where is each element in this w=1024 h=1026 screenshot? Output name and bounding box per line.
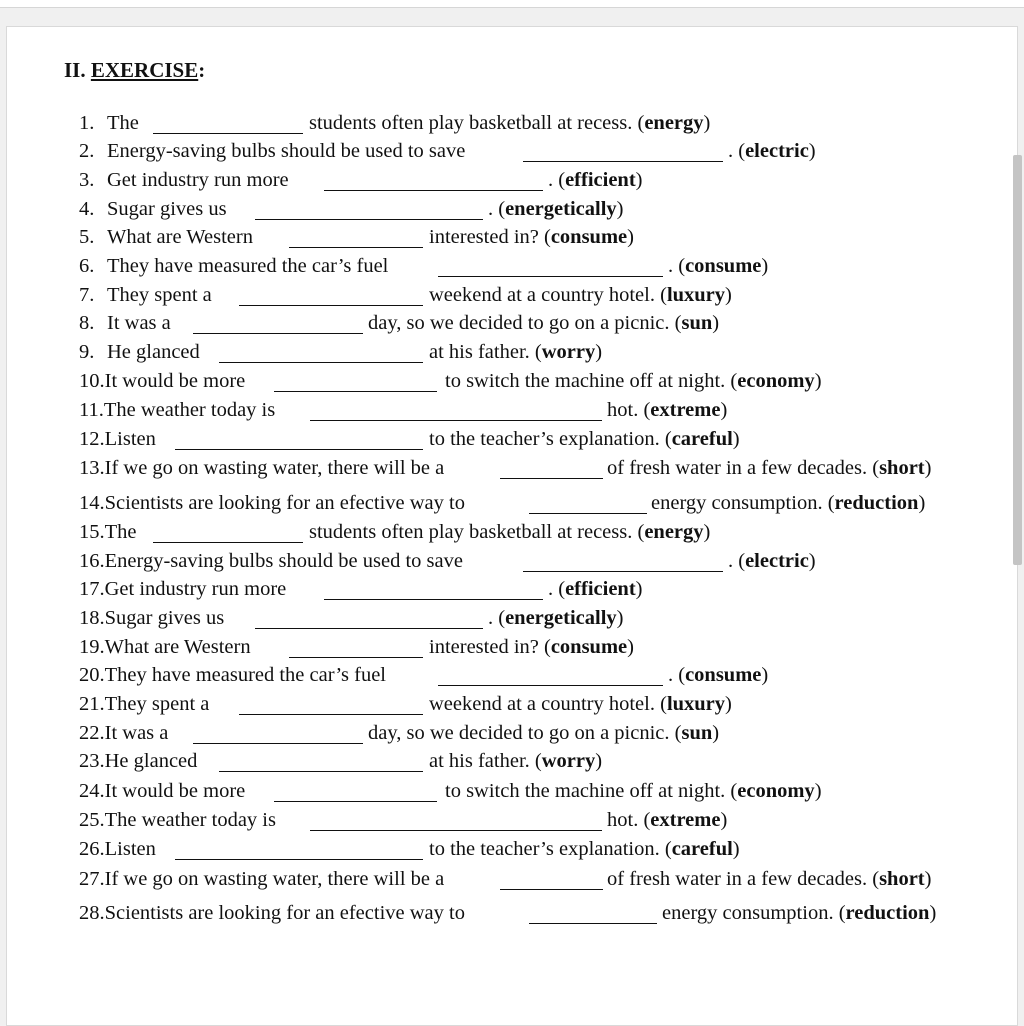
- item-tail-text: [662, 901, 936, 925]
- item-tail-text: [429, 749, 602, 773]
- answer-blank[interactable]: [289, 657, 423, 658]
- item-number: 4.: [79, 198, 95, 220]
- item-continuation: interested in? (: [429, 226, 551, 248]
- item-continuation: day, so we decided to go on a picnic. (: [368, 722, 682, 744]
- root-word: energetically: [505, 198, 617, 220]
- closing-paren: ): [808, 550, 816, 572]
- answer-blank[interactable]: [438, 685, 663, 686]
- item-continuation: of fresh water in a few decades. (: [607, 868, 880, 890]
- item-tail-text: [429, 225, 634, 249]
- item-lead-text: [79, 311, 171, 335]
- item-tail-text: [651, 491, 925, 515]
- closing-paren: ): [627, 636, 634, 658]
- item-lead-text: [79, 111, 139, 135]
- item-lead-text: [79, 721, 168, 745]
- closing-paren: ): [929, 902, 937, 924]
- item-prompt: If we go on wasting water, there will be a: [104, 457, 445, 479]
- closing-paren: ): [635, 578, 643, 600]
- item-tail-text: [668, 254, 768, 278]
- item-tail-text: [548, 577, 642, 601]
- root-word: energy: [644, 112, 704, 134]
- root-word: luxury: [666, 284, 726, 306]
- answer-blank[interactable]: [255, 628, 483, 629]
- item-prompt: They have measured the car’s fuel: [104, 664, 386, 686]
- document-page: [6, 26, 1018, 1026]
- answer-blank[interactable]: [219, 362, 423, 363]
- item-prompt: Listen: [104, 838, 156, 860]
- root-word: consume: [550, 636, 628, 658]
- answer-blank[interactable]: [310, 420, 602, 421]
- answer-blank[interactable]: [175, 449, 423, 450]
- item-prompt: Sugar gives us: [104, 607, 225, 629]
- item-number: 1.: [79, 112, 95, 134]
- item-number: 2.: [79, 140, 95, 162]
- item-continuation: . (: [668, 255, 686, 277]
- item-number: 7.: [79, 284, 95, 306]
- item-continuation: energy consumption. (: [662, 902, 846, 924]
- closing-paren: ): [616, 198, 624, 220]
- item-number: 5.: [79, 226, 95, 248]
- root-word: economy: [737, 780, 815, 802]
- item-lead-text: [79, 837, 156, 861]
- item-number: 20.: [79, 664, 105, 686]
- item-number: 23.: [79, 750, 105, 772]
- closing-paren: ): [627, 226, 634, 248]
- item-tail-text: [607, 808, 727, 832]
- item-number: 6.: [79, 255, 95, 277]
- item-continuation: to switch the machine off at night. (: [445, 370, 738, 392]
- item-lead-text: [79, 549, 463, 573]
- answer-blank[interactable]: [274, 801, 437, 802]
- root-word: electric: [745, 550, 809, 572]
- item-lead-text: [79, 340, 200, 364]
- item-number: 21.: [79, 693, 105, 715]
- answer-blank[interactable]: [289, 247, 423, 248]
- item-continuation: . (: [548, 169, 566, 191]
- item-lead-text: [79, 491, 465, 515]
- root-word: careful: [671, 838, 733, 860]
- answer-blank[interactable]: [523, 571, 723, 572]
- root-word: worry: [541, 341, 596, 363]
- closing-paren: ): [712, 312, 720, 334]
- root-word: electric: [745, 140, 809, 162]
- item-number: 14.: [79, 492, 105, 514]
- closing-paren: ): [712, 722, 720, 744]
- closing-paren: ): [703, 521, 711, 543]
- item-number: 16.: [79, 550, 105, 572]
- item-prompt: If we go on wasting water, there will be a: [104, 868, 445, 890]
- item-tail-text: [429, 427, 740, 451]
- item-number: 25.: [79, 809, 105, 831]
- answer-blank[interactable]: [239, 714, 423, 715]
- item-tail-text: [429, 340, 602, 364]
- item-continuation: at his father. (: [429, 341, 542, 363]
- vertical-scrollbar[interactable]: [1013, 155, 1022, 565]
- item-continuation: weekend at a country hotel. (: [429, 693, 667, 715]
- root-word: reduction: [834, 492, 919, 514]
- answer-blank[interactable]: [255, 219, 483, 220]
- answer-blank[interactable]: [529, 923, 657, 924]
- answer-blank[interactable]: [324, 190, 543, 191]
- item-tail-text: [368, 311, 719, 335]
- item-lead-text: [79, 283, 212, 307]
- item-prompt: The weather today is: [103, 399, 276, 421]
- root-word: short: [879, 868, 925, 890]
- root-word: short: [879, 457, 925, 479]
- item-number: 24.: [79, 780, 105, 802]
- closing-paren: ): [616, 607, 624, 629]
- root-word: consume: [685, 255, 762, 277]
- item-number: 11.: [79, 399, 104, 421]
- item-continuation: hot. (: [607, 399, 651, 421]
- item-continuation: students often play basketball at recess. (: [309, 521, 645, 543]
- root-word: reduction: [845, 902, 930, 924]
- item-prompt: Get industry run more: [104, 578, 287, 600]
- closing-paren: ): [732, 428, 740, 450]
- item-lead-text: [79, 606, 224, 630]
- item-tail-text: [728, 139, 816, 163]
- item-lead-text: [79, 692, 209, 716]
- item-continuation: . (: [728, 140, 746, 162]
- item-number: 27.: [79, 868, 105, 890]
- item-prompt: What are Western: [107, 226, 253, 248]
- closing-paren: ): [720, 399, 728, 421]
- item-tail-text: [429, 837, 740, 861]
- root-word: extreme: [650, 399, 721, 421]
- answer-blank[interactable]: [324, 599, 543, 600]
- item-continuation: . (: [668, 664, 686, 686]
- root-word: economy: [737, 370, 815, 392]
- item-lead-text: [79, 456, 444, 480]
- item-continuation: of fresh water in a few decades. (: [607, 457, 880, 479]
- item-number: 28.: [79, 902, 105, 924]
- answer-blank[interactable]: [500, 478, 603, 479]
- answer-blank[interactable]: [239, 305, 423, 306]
- root-word: energetically: [505, 607, 617, 629]
- item-continuation: . (: [488, 198, 506, 220]
- item-prompt: Sugar gives us: [107, 198, 227, 220]
- item-lead-text: [79, 197, 227, 221]
- item-number: 15.: [79, 521, 105, 543]
- closing-paren: ): [761, 664, 769, 686]
- item-lead-text: [79, 254, 388, 278]
- item-continuation: . (: [488, 607, 506, 629]
- item-continuation: at his father. (: [429, 750, 542, 772]
- closing-paren: ): [635, 169, 643, 191]
- closing-paren: ): [732, 838, 740, 860]
- item-lead-text: [79, 369, 245, 393]
- answer-blank[interactable]: [274, 391, 437, 392]
- item-lead-text: [79, 427, 156, 451]
- root-word: consume: [550, 226, 628, 248]
- item-continuation: day, so we decided to go on a picnic. (: [368, 312, 682, 334]
- root-word: luxury: [666, 693, 726, 715]
- item-tail-text: [429, 283, 732, 307]
- item-lead-text: [79, 168, 289, 192]
- closing-paren: ): [703, 112, 711, 134]
- root-word: careful: [671, 428, 733, 450]
- item-prompt: They have measured the car’s fuel: [107, 255, 389, 277]
- top-page-edge: [0, 0, 1024, 8]
- closing-paren: ): [924, 868, 932, 890]
- item-continuation: to switch the machine off at night. (: [445, 780, 738, 802]
- item-lead-text: [79, 398, 275, 422]
- answer-blank[interactable]: [310, 830, 602, 831]
- root-word: efficient: [565, 578, 636, 600]
- item-lead-text: [79, 779, 245, 803]
- root-word: energy: [644, 521, 704, 543]
- item-prompt: The weather today is: [104, 809, 276, 831]
- item-tail-text: [488, 606, 623, 630]
- root-word: sun: [681, 312, 713, 334]
- item-continuation: interested in? (: [429, 636, 551, 658]
- closing-paren: ): [924, 457, 932, 479]
- item-number: 9.: [79, 341, 95, 363]
- item-prompt: It was a: [107, 312, 171, 334]
- closing-paren: ): [761, 255, 769, 277]
- item-lead-text: [79, 577, 286, 601]
- root-word: worry: [541, 750, 596, 772]
- item-lead-text: [79, 139, 465, 163]
- item-prompt: It was a: [104, 722, 169, 744]
- closing-paren: ): [725, 284, 732, 306]
- item-prompt: Scientists are looking for an efective way to: [104, 492, 465, 514]
- item-number: 19.: [79, 636, 105, 658]
- item-number: 12.: [79, 428, 105, 450]
- item-prompt: They spent a: [104, 693, 210, 715]
- item-number: 22.: [79, 722, 105, 744]
- item-continuation: to the teacher’s explanation. (: [429, 838, 672, 860]
- item-continuation: to the teacher’s explanation. (: [429, 428, 672, 450]
- closing-paren: ): [595, 341, 603, 363]
- item-tail-text: [488, 197, 623, 221]
- item-prompt: Get industry run more: [107, 169, 289, 191]
- answer-blank[interactable]: [153, 133, 303, 134]
- item-tail-text: [309, 111, 710, 135]
- closing-paren: ): [595, 750, 603, 772]
- answer-blank[interactable]: [438, 276, 663, 277]
- answer-blank[interactable]: [523, 161, 723, 162]
- item-tail-text: [429, 635, 634, 659]
- item-prompt: Energy-saving bulbs should be used to save: [104, 550, 463, 572]
- root-word: consume: [685, 664, 762, 686]
- closing-paren: ): [720, 809, 728, 831]
- item-prompt: He glanced: [107, 341, 200, 363]
- item-lead-text: [79, 867, 444, 891]
- item-number: 18.: [79, 607, 105, 629]
- item-tail-text: [309, 520, 710, 544]
- exercise-heading: II. EXERCISE:: [64, 58, 206, 82]
- item-prompt: He glanced: [104, 750, 198, 772]
- closing-paren: ): [814, 780, 822, 802]
- item-tail-text: [548, 168, 642, 192]
- item-lead-text: [79, 749, 197, 773]
- item-prompt: The: [104, 521, 137, 543]
- item-lead-text: [79, 901, 465, 925]
- item-prompt: Energy-saving bulbs should be used to save: [107, 140, 466, 162]
- item-lead-text: [79, 663, 386, 687]
- item-prompt: The: [107, 112, 139, 134]
- item-number: 8.: [79, 312, 95, 334]
- item-tail-text: [607, 456, 931, 480]
- root-word: sun: [681, 722, 713, 744]
- answer-blank[interactable]: [500, 889, 603, 890]
- item-tail-text: [607, 867, 931, 891]
- item-continuation: weekend at a country hotel. (: [429, 284, 667, 306]
- closing-paren: ): [814, 370, 822, 392]
- item-tail-text: [728, 549, 816, 573]
- closing-paren: ): [918, 492, 926, 514]
- item-tail-text: [668, 663, 768, 687]
- item-tail-text: [429, 692, 732, 716]
- answer-blank[interactable]: [219, 771, 423, 772]
- item-number: 3.: [79, 169, 95, 191]
- item-prompt: What are Western: [104, 636, 251, 658]
- item-lead-text: [79, 520, 137, 544]
- item-continuation: energy consumption. (: [651, 492, 835, 514]
- item-tail-text: [607, 398, 727, 422]
- item-number: 10.: [79, 370, 105, 392]
- answer-blank[interactable]: [193, 333, 363, 334]
- item-number: 17.: [79, 578, 105, 600]
- item-continuation: . (: [728, 550, 746, 572]
- item-prompt: They spent a: [107, 284, 212, 306]
- closing-paren: ): [808, 140, 816, 162]
- item-tail-text: [445, 369, 822, 393]
- item-lead-text: [79, 225, 253, 249]
- answer-blank[interactable]: [529, 513, 647, 514]
- item-lead-text: [79, 635, 251, 659]
- answer-blank[interactable]: [153, 542, 303, 543]
- item-tail-text: [368, 721, 719, 745]
- answer-blank[interactable]: [193, 743, 363, 744]
- item-prompt: It would be more: [104, 780, 246, 802]
- root-word: extreme: [650, 809, 721, 831]
- item-prompt: It would be more: [104, 370, 246, 392]
- item-continuation: hot. (: [607, 809, 651, 831]
- item-number: 26.: [79, 838, 105, 860]
- answer-blank[interactable]: [175, 859, 423, 860]
- item-tail-text: [445, 779, 822, 803]
- root-word: efficient: [565, 169, 636, 191]
- item-number: 13.: [79, 457, 105, 479]
- item-lead-text: [79, 808, 276, 832]
- item-prompt: Scientists are looking for an efective way to: [104, 902, 465, 924]
- item-continuation: students often play basketball at recess. (: [309, 112, 645, 134]
- item-prompt: Listen: [104, 428, 156, 450]
- item-continuation: . (: [548, 578, 566, 600]
- closing-paren: ): [725, 693, 732, 715]
